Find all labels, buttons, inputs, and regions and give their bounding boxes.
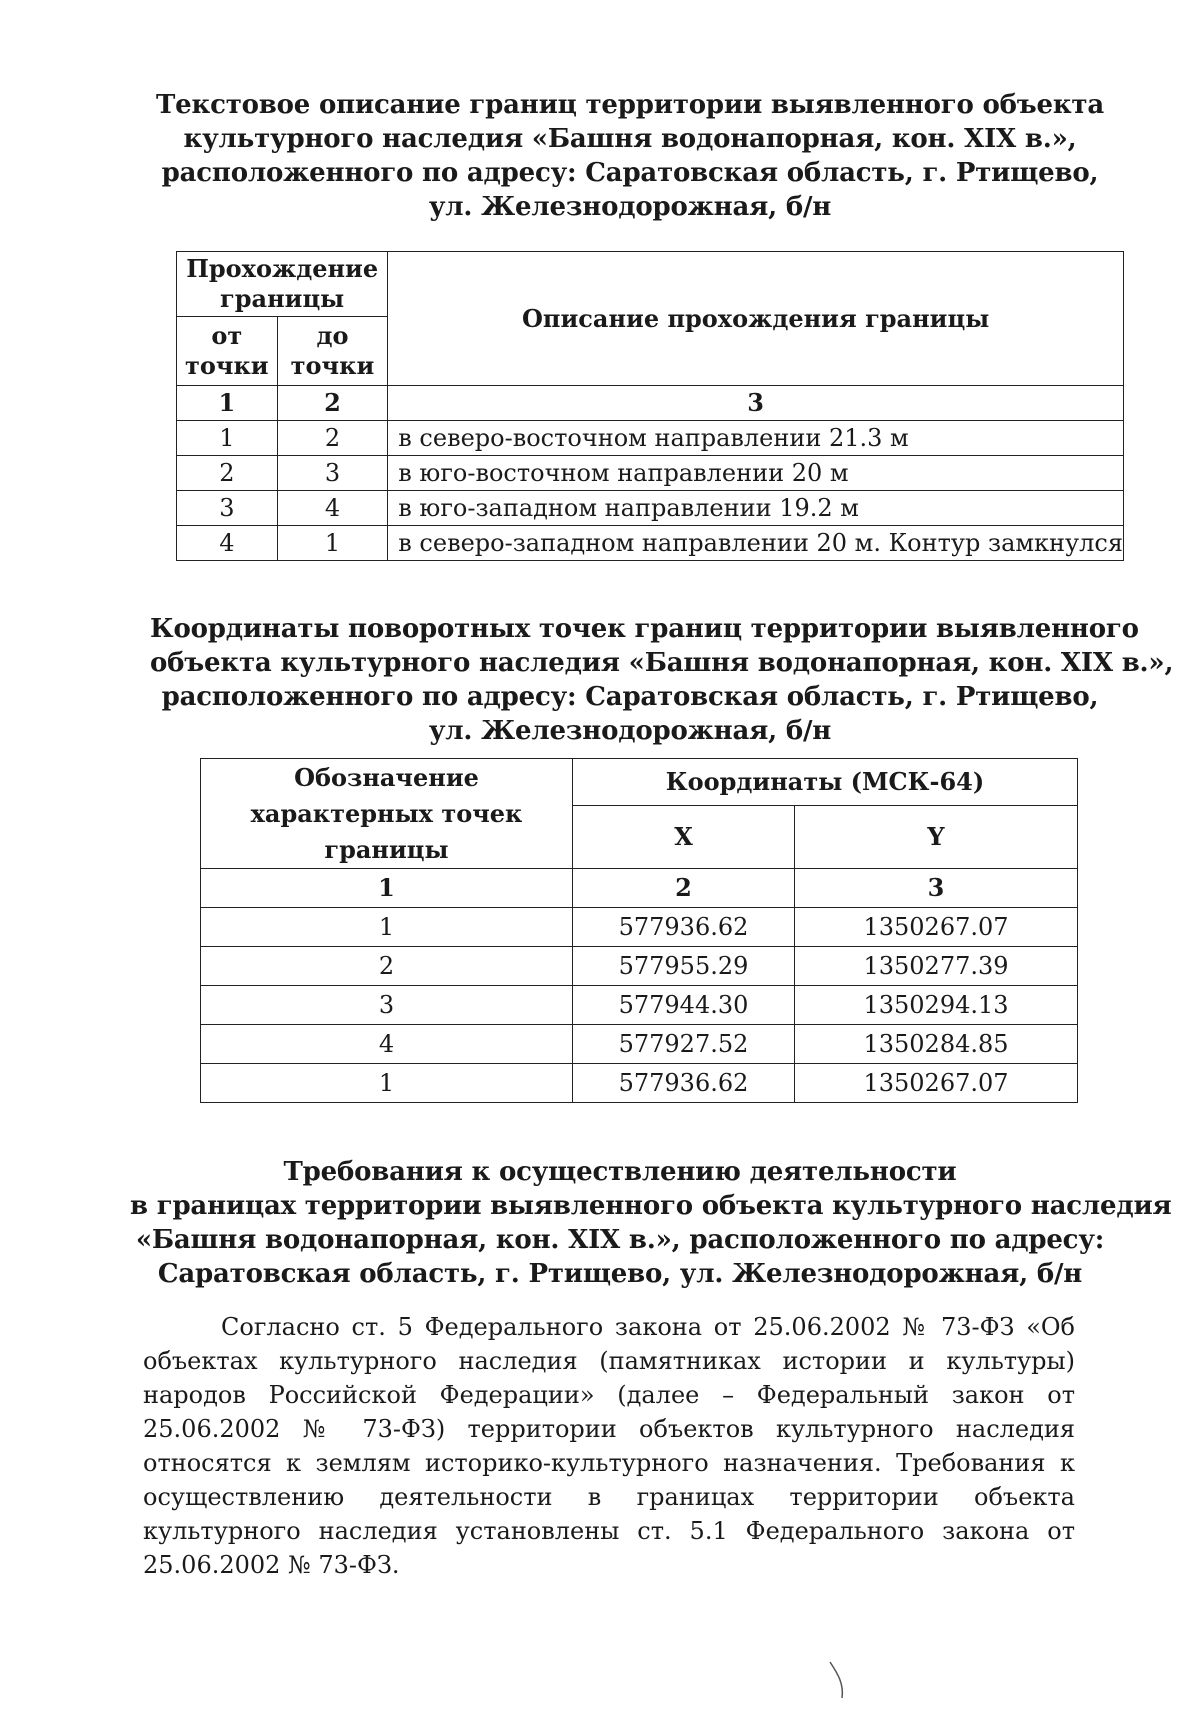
boundary-description-title [150,88,1110,224]
point-cell: 2 [201,947,573,986]
title-line: Требования к осуществлению деятельности [283,1157,957,1187]
requirements-title [130,1155,1172,1291]
column-number: 1 [177,386,278,421]
header-y: Y [795,806,1078,869]
point-cell: 3 [201,986,573,1025]
header-from-point: от точки [177,317,278,386]
header-x: X [573,806,795,869]
header-coordinates: Координаты (МСК-64) [573,759,1078,806]
to-point-cell: 4 [277,491,388,526]
x-cell: 577936.62 [573,908,795,947]
requirements-paragraph [143,1310,1075,1582]
to-point-cell: 1 [277,526,388,561]
table-row [177,421,1124,456]
table-row [201,1064,1078,1103]
y-cell: 1350267.07 [795,1064,1078,1103]
y-cell: 1350284.85 [795,1025,1078,1064]
table-row [201,986,1078,1025]
title-line: расположенного по адресу: Саратовская область, г. Ртищево, [161,682,1099,712]
paragraph-text: Согласно ст. 5 Федерального закона от 25.06.2002 № 73-ФЗ «Об объектах культурного наследия (памятниках истории и культуры) народов Российской Федерации» (далее – Федеральный закон от 25.06.2002 № 73-ФЗ) территории объектов культурного наследия относятся к землям историко-культурного назначения. Требования к осуществлению деятельности в границах территории объекта культурного наследия установлены ст. 5.1 Федерального закона от 25.06.2002 № 73-ФЗ. [143,1313,1075,1579]
title-line: культурного наследия «Башня водонапорная, кон. XIX в.», [183,124,1077,154]
title-line: объекта культурного наследия «Башня водонапорная, кон. XIX в.», [150,648,1174,678]
scan-mark-icon [828,1660,848,1700]
from-point-cell: 1 [177,421,278,456]
title-line: расположенного по адресу: Саратовская область, г. Ртищево, [161,158,1099,188]
coordinates-title [150,612,1174,748]
from-point-cell: 3 [177,491,278,526]
column-number: 3 [388,386,1124,421]
table-row [201,908,1078,947]
header-to-point: до точки [277,317,388,386]
from-point-cell: 2 [177,456,278,491]
column-number: 1 [201,869,573,908]
column-number: 3 [795,869,1078,908]
point-cell: 1 [201,908,573,947]
header-description: Описание прохождения границы [388,252,1124,386]
to-point-cell: 3 [277,456,388,491]
x-cell: 577955.29 [573,947,795,986]
column-number: 2 [277,386,388,421]
header-boundary-passage: Прохождение границы [177,252,388,317]
from-point-cell: 4 [177,526,278,561]
title-line: ул. Железнодорожная, б/н [428,716,832,746]
title-line: ул. Железнодорожная, б/н [428,192,832,222]
boundary-description-table [176,251,1124,561]
point-cell: 4 [201,1025,573,1064]
x-cell: 577936.62 [573,1064,795,1103]
x-cell: 577944.30 [573,986,795,1025]
title-line: в границах территории выявленного объекта культурного наследия [130,1191,1172,1221]
point-cell: 1 [201,1064,573,1103]
table-row [177,456,1124,491]
to-point-cell: 2 [277,421,388,456]
column-number-row [201,869,1078,908]
y-cell: 1350277.39 [795,947,1078,986]
description-cell: в юго-западном направлении 19.2 м [388,491,1124,526]
table-row [177,491,1124,526]
coordinates-table [200,758,1078,1103]
description-cell: в северо-восточном направлении 21.3 м [388,421,1124,456]
title-line: Координаты поворотных точек границ территории выявленного [150,614,1139,644]
y-cell: 1350267.07 [795,908,1078,947]
column-number-row [177,386,1124,421]
column-number: 2 [573,869,795,908]
title-line: «Башня водонапорная, кон. XIX в.», расположенного по адресу: [135,1225,1105,1255]
description-cell: в юго-восточном направлении 20 м [388,456,1124,491]
description-cell: в северо-западном направлении 20 м. Контур замкнулся [388,526,1124,561]
y-cell: 1350294.13 [795,986,1078,1025]
title-line: Саратовская область, г. Ртищево, ул. Железнодорожная, б/н [157,1259,1083,1289]
title-line: Текстовое описание границ территории выявленного объекта [156,90,1104,120]
table-row [177,526,1124,561]
header-point-designation: Обозначение характерных точек границы [201,759,573,869]
x-cell: 577927.52 [573,1025,795,1064]
table-row [201,947,1078,986]
table-row [201,1025,1078,1064]
